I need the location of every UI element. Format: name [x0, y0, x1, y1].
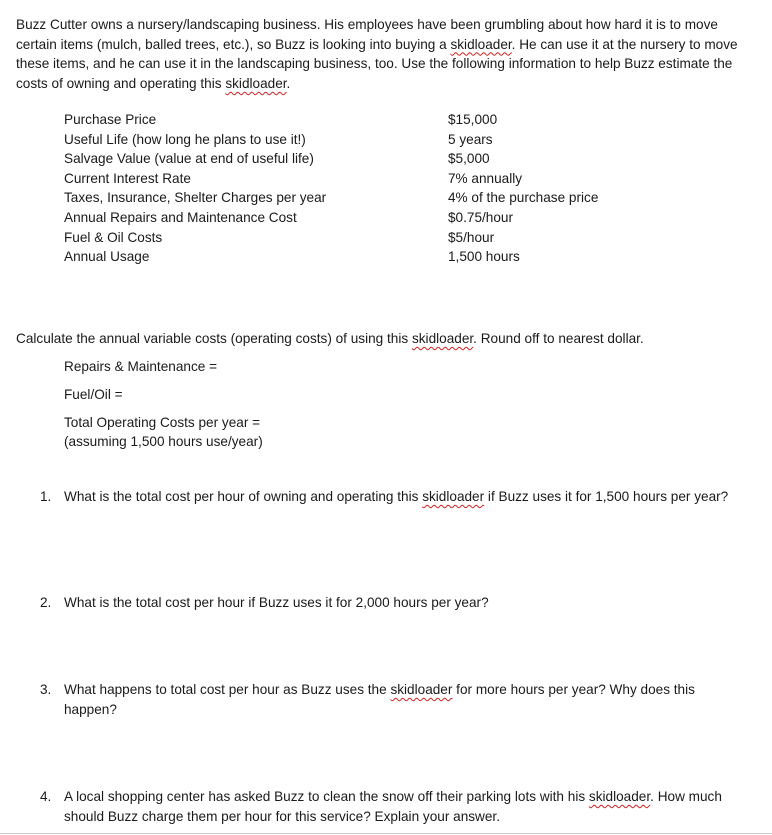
- table-row: [64, 169, 708, 189]
- table-row: [64, 228, 708, 248]
- interest-rate-value: 7% annually: [448, 170, 523, 186]
- question-text: [64, 680, 740, 720]
- question-text-part-1: What is the total cost per hour if Buzz uses it for 2,000 hours per year?: [64, 595, 489, 610]
- usage-assumption-line: (assuming 1,500 hours use/year): [64, 434, 263, 449]
- table-row: [64, 208, 708, 228]
- interest-rate-label: Current Interest Rate: [64, 170, 191, 186]
- fuel-oil-line: Fuel/Oil =: [64, 387, 123, 402]
- question-text: [64, 593, 740, 613]
- question-text: [64, 787, 740, 827]
- intro-text-1: Buzz Cutter owns a nursery/landscaping business. His employees have been grumbling about how hard it is to move certain items (mulch, balled trees, etc.), so Buzz is looking into buying a: [16, 17, 718, 52]
- annual-usage-label: Annual Usage: [64, 249, 150, 265]
- cost-info-table: [64, 110, 708, 267]
- intro-skidloader-word-2: skidloader: [225, 75, 287, 91]
- question-skidloader-word: skidloader: [390, 682, 453, 697]
- question-2: [40, 593, 740, 613]
- salvage-value-value: $5,000: [448, 151, 490, 167]
- table-row: [64, 149, 708, 169]
- question-number: 4.: [40, 789, 52, 804]
- purchase-price-label: Purchase Price: [64, 112, 157, 127]
- calc-heading-text-1: Calculate the annual variable costs (operating costs) of using this: [16, 331, 412, 346]
- question-text-part-2: . How much should Buzz charge them per hour for this service? Explain your answer.: [64, 789, 722, 824]
- annual-usage-value: 1,500 hours: [448, 249, 520, 265]
- calc-skidloader-word: skidloader: [411, 331, 474, 346]
- calc-heading: [16, 329, 644, 349]
- intro-text-3: .: [286, 75, 291, 91]
- useful-life-label: Useful Life (how long he plans to use it!): [64, 131, 306, 147]
- table-row: [64, 247, 708, 267]
- question-text-part-2: for more hours per year? Why does this happen?: [64, 682, 695, 717]
- question-4: [40, 787, 740, 827]
- question-3: [40, 680, 740, 720]
- calc-heading-text-2: . Round off to nearest dollar.: [473, 331, 644, 346]
- question-text-part-1: What happens to total cost per hour as Buzz uses the: [64, 682, 391, 697]
- question-skidloader-word: skidloader: [422, 489, 485, 504]
- taxes-insurance-value: 4% of the purchase price: [448, 190, 599, 206]
- table-row: [64, 110, 708, 130]
- intro-text-2: . He can use it at the nursery to move these items, and he can use it in the landscaping business, too. Use the following information to help Buzz estimate the costs of owning and operating this: [16, 36, 738, 91]
- taxes-insurance-label: Taxes, Insurance, Shelter Charges per year: [64, 190, 327, 206]
- question-text-part-1: A local shopping center has asked Buzz to clean the snow off their parking lots with his: [64, 789, 589, 804]
- useful-life-value: 5 years: [448, 131, 493, 147]
- question-1: [40, 487, 740, 507]
- question-number: 2.: [40, 595, 52, 610]
- question-number: 3.: [40, 682, 52, 697]
- question-text: [64, 487, 740, 507]
- fuel-oil-label: Fuel & Oil Costs: [64, 229, 163, 245]
- repairs-maintenance-label: Annual Repairs and Maintenance Cost: [64, 209, 297, 225]
- table-row: [64, 188, 708, 208]
- question-number: 1.: [40, 489, 52, 504]
- page-bottom-divider: [0, 833, 772, 834]
- repairs-maintenance-line: Repairs & Maintenance =: [64, 359, 218, 374]
- question-text-part-1: What is the total cost per hour of owning and operating this: [64, 489, 423, 504]
- table-row: [64, 130, 708, 150]
- purchase-price-value: $15,000: [448, 112, 498, 127]
- total-operating-costs-line: Total Operating Costs per year =: [64, 415, 261, 430]
- fuel-oil-value: $5/hour: [448, 229, 495, 245]
- intro-skidloader-word-1: skidloader: [450, 36, 512, 52]
- intro-paragraph: [16, 15, 746, 93]
- question-text-part-2: if Buzz uses it for 1,500 hours per year?: [484, 489, 729, 504]
- repairs-maintenance-value: $0.75/hour: [448, 209, 514, 225]
- question-skidloader-word: skidloader: [588, 789, 651, 804]
- salvage-value-label: Salvage Value (value at end of useful life): [64, 151, 314, 167]
